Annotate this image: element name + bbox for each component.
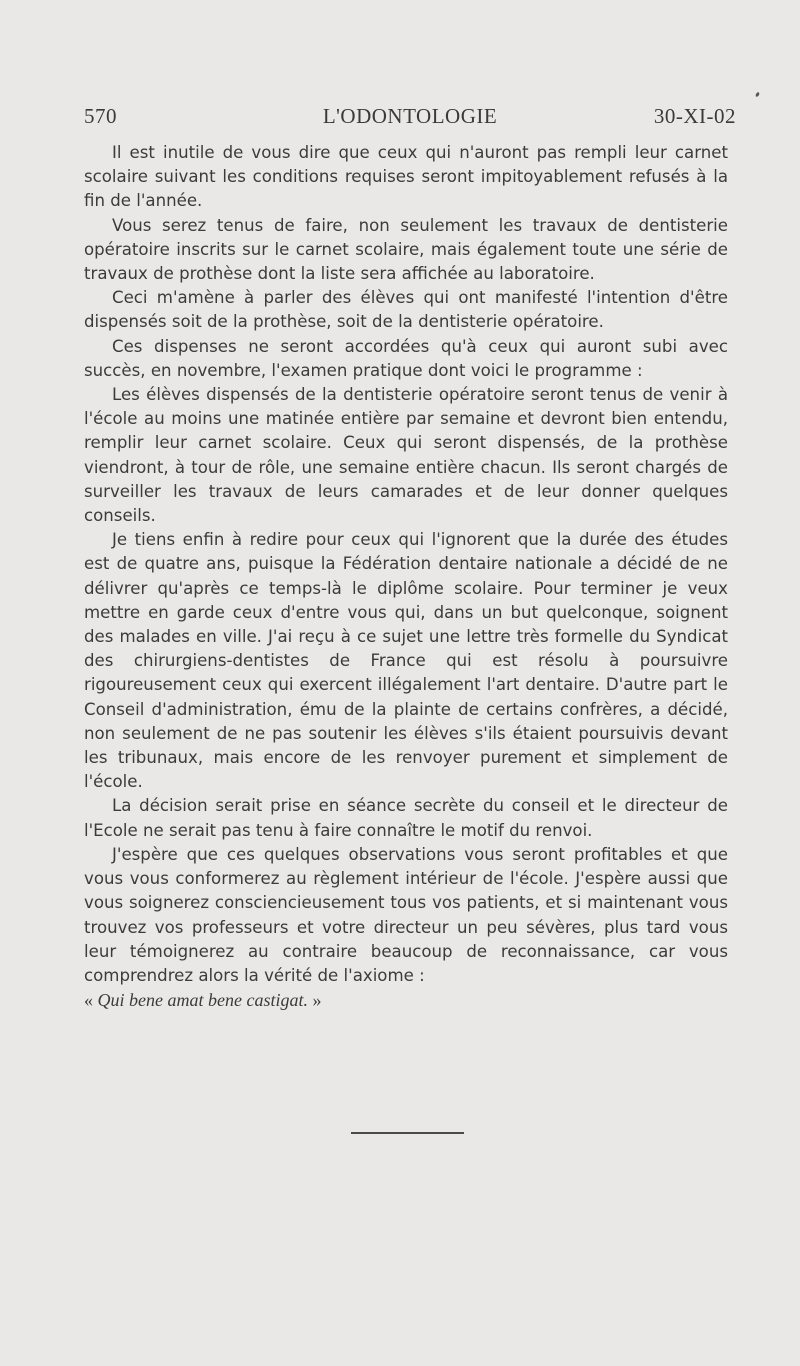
paragraph: Ceci m'amène à parler des élèves qui ont manifesté l'intention d'être dispensés soit de la prothèse, soit de la dentisterie opératoire. bbox=[84, 288, 728, 332]
page-number: 570 bbox=[84, 104, 117, 128]
quote-text: Qui bene amat bene castigat. bbox=[97, 990, 308, 1011]
paragraph: La décision serait prise en séance secrète du conseil et le directeur de l'Ecole ne serait pas tenu à faire connaître le motif du renvoi. bbox=[84, 796, 728, 840]
quote-close-mark: » bbox=[307, 990, 322, 1011]
issue-date: 30-XI-02 bbox=[653, 104, 736, 128]
paragraph: Je tiens enfin à redire pour ceux qui l'ignorent que la durée des études est de quatre ans, puisque la Fédération dentaire nationale a décidé de ne délivrer qu'après ce temps-là le diplôme scolaire. Pour terminer je veux mettre en garde ceux d'entre vous qui, dans un but quelconque, soignent des malades en ville. J'ai reçu à ce sujet une lettre très formelle du Syndicat des chirurgiens-dentistes de France qui est résolu à poursuivre rigoureusement ceux qui exercent illégalement l'art dentaire. D'autre part le Conseil d'administration, ému de la plainte de certains confrères, a décidé, non seulement de ne pas soutenir les élèves s'ils étaient poursuivis devant les tribunaux, mais encore de les renvoyer purement et simplement de l'école. bbox=[84, 530, 728, 792]
paragraph: Les élèves dispensés de la dentisterie opératoire seront tenus de venir à l'école au moins une matinée entière par semaine et devront bien entendu, remplir leur carnet scolaire. Ceux qui seront dispensés, de la prothèse viendront, à tour de rôle, une semaine entière chacun. Ils seront chargés de surveiller les travaux de leurs camarades et de leur donner quelques conseils. bbox=[84, 385, 728, 526]
quote-open-mark: « bbox=[84, 990, 98, 1011]
body-text bbox=[84, 141, 728, 1012]
closing-quote bbox=[84, 988, 728, 1012]
paragraph: J'espère que ces quelques observations vous seront profitables et que vous vous conformerez au règlement intérieur de l'école. J'espère aussi que vous soignerez consciencieusement tous vos patients, et si maintenant vous trouvez vos professeurs et votre directeur un peu sévères, plus tard vous leur témoignerez au contraire beaucoup de reconnaissance, car vous comprendrez alors la vérité de l'axiome : bbox=[84, 844, 728, 985]
paragraph: Il est inutile de vous dire que ceux qui n'auront pas rempli leur carnet scolaire suivant les conditions requises seront impitoyablement refusés à la fin de l'année. bbox=[84, 143, 728, 211]
journal-title: L'ODONTOLOGIE bbox=[322, 104, 498, 128]
paragraph: Vous serez tenus de faire, non seulement les travaux de dentisterie opératoire inscrits sur le carnet scolaire, mais également toute une série de travaux de prothèse dont la liste sera affichée au laboratoire. bbox=[84, 215, 728, 284]
paragraph: Ces dispenses ne seront accordées qu'à ceux qui auront subi avec succès, en novembre, l'examen pratique dont voici le programme : bbox=[84, 336, 728, 380]
running-header bbox=[84, 104, 736, 134]
ink-speck bbox=[755, 92, 760, 98]
end-rule bbox=[351, 1132, 464, 1134]
